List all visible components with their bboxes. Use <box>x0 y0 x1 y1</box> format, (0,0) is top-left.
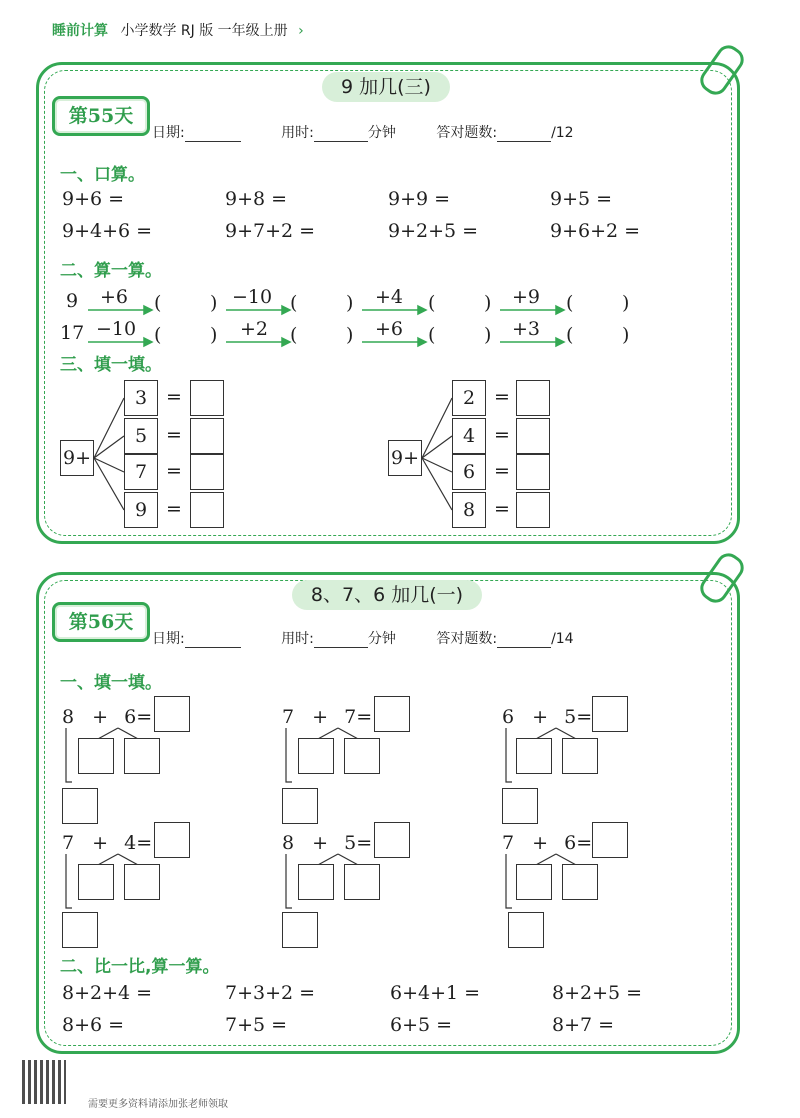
score-label: 答对题数: <box>436 631 498 647</box>
equation: 9+5 = <box>550 188 613 210</box>
answer-paren-open[interactable]: ( <box>566 292 574 314</box>
answer-paren-close: ) <box>346 324 354 346</box>
score-label: 答对题数: <box>436 125 498 141</box>
equals-sign: = <box>356 832 373 854</box>
chain-op: +4 <box>375 286 404 308</box>
answer-paren-open[interactable]: ( <box>154 324 162 346</box>
equation: 9+7+2 = <box>225 220 316 242</box>
addend-b: 7 <box>344 706 357 728</box>
split-box[interactable] <box>516 864 552 900</box>
split-box[interactable] <box>516 738 552 774</box>
split-equation <box>502 706 592 728</box>
tree-addend: 5 <box>124 418 158 454</box>
tree-addend: 3 <box>124 380 158 416</box>
addend-a: 6 <box>502 706 515 728</box>
split-equation <box>62 832 152 854</box>
sum-box[interactable] <box>282 788 318 824</box>
sum-box[interactable] <box>508 912 544 948</box>
day-badge: 第56天 <box>52 602 150 642</box>
split-box[interactable] <box>298 738 334 774</box>
answer-paren-open[interactable]: ( <box>154 292 162 314</box>
answer-paren-close: ) <box>346 292 354 314</box>
answer-paren-close: ) <box>484 292 492 314</box>
plus-sign: + <box>312 706 329 728</box>
answer-paren-open[interactable]: ( <box>290 324 298 346</box>
footer-note: 需要更多资料请添加张老师领取 <box>88 1099 228 1110</box>
equals-sign: = <box>166 460 182 482</box>
equals-sign: = <box>576 706 593 728</box>
section-title: 二、比一比,算一算。 <box>60 957 220 977</box>
tree-addend: 7 <box>124 454 158 490</box>
split-equation <box>282 832 372 854</box>
tree-addend: 6 <box>452 454 486 490</box>
score-total: /12 <box>551 125 574 141</box>
sum-box[interactable] <box>62 912 98 948</box>
plus-sign: + <box>92 706 109 728</box>
equation: 9+2+5 = <box>388 220 479 242</box>
equation: 9+9 = <box>388 188 451 210</box>
split-box[interactable] <box>124 864 160 900</box>
addend-a: 8 <box>62 706 75 728</box>
addend-a: 7 <box>282 706 295 728</box>
sum-box[interactable] <box>62 788 98 824</box>
tree-addend: 9 <box>124 492 158 528</box>
time-label: 用时: <box>281 631 314 647</box>
chain-op: +6 <box>375 318 404 340</box>
addend-b: 6 <box>124 706 137 728</box>
split-box[interactable] <box>298 864 334 900</box>
equation: 7+3+2 = <box>225 982 316 1004</box>
split-box[interactable] <box>78 864 114 900</box>
addend-b: 4 <box>124 832 137 854</box>
equals-sign: = <box>166 498 182 520</box>
answer-paren-close: ) <box>484 324 492 346</box>
chain-op: −10 <box>96 318 137 340</box>
plus-sign: + <box>532 832 549 854</box>
section-title: 一、填一填。 <box>60 673 162 693</box>
book-subtitle: 小学数学 RJ 版 一年级上册 <box>120 23 288 39</box>
plus-sign: + <box>92 832 109 854</box>
time-unit: 分钟 <box>367 125 396 141</box>
addend-b: 5 <box>344 832 357 854</box>
plus-sign: + <box>312 832 329 854</box>
chain-op: +3 <box>512 318 541 340</box>
split-box[interactable] <box>344 864 380 900</box>
equation: 8+7 = <box>552 1014 615 1036</box>
brand-title: 睡前计算 <box>52 23 108 39</box>
equation: 9+6+2 = <box>550 220 641 242</box>
sum-box[interactable] <box>282 912 318 948</box>
section-title: 二、算一算。 <box>60 261 162 281</box>
plus-sign: + <box>532 706 549 728</box>
chain-op: −10 <box>232 286 273 308</box>
equals-sign: = <box>494 386 510 408</box>
addend-a: 8 <box>282 832 295 854</box>
lesson-title: 9 加几(三) <box>322 72 450 102</box>
sum-box[interactable] <box>502 788 538 824</box>
equals-sign: = <box>166 424 182 446</box>
lesson-title: 8、7、6 加几(一) <box>292 580 482 610</box>
equals-sign: = <box>136 706 153 728</box>
chevron-right-icon: › <box>298 23 304 39</box>
split-equation <box>502 832 592 854</box>
equation: 6+4+1 = <box>390 982 481 1004</box>
chain-op: +9 <box>512 286 541 308</box>
split-equation <box>62 706 152 728</box>
split-box[interactable] <box>344 738 380 774</box>
equation: 6+5 = <box>390 1014 453 1036</box>
equals-sign: = <box>136 832 153 854</box>
answer-paren-open[interactable]: ( <box>290 292 298 314</box>
equation: 8+2+4 = <box>62 982 153 1004</box>
answer-paren-close: ) <box>622 324 630 346</box>
day-badge: 第55天 <box>52 96 150 136</box>
equation: 8+6 = <box>62 1014 125 1036</box>
answer-box[interactable] <box>374 696 410 732</box>
answer-box[interactable] <box>374 822 410 858</box>
tree-addend: 4 <box>452 418 486 454</box>
equals-sign: = <box>166 386 182 408</box>
chain-start: 9 <box>66 290 79 312</box>
equals-sign: = <box>494 498 510 520</box>
split-equation <box>282 706 372 728</box>
time-unit: 分钟 <box>367 631 396 647</box>
equals-sign: = <box>576 832 593 854</box>
split-box[interactable] <box>562 864 598 900</box>
score-total: /14 <box>551 631 574 647</box>
answer-paren-open[interactable]: ( <box>566 324 574 346</box>
tree-addend: 8 <box>452 492 486 528</box>
addend-a: 7 <box>62 832 75 854</box>
split-box[interactable] <box>562 738 598 774</box>
answer-box[interactable] <box>592 822 628 858</box>
equation: 8+2+5 = <box>552 982 643 1004</box>
chain-op: +6 <box>100 286 129 308</box>
addend-b: 6 <box>564 832 577 854</box>
answer-box[interactable] <box>592 696 628 732</box>
answer-box[interactable] <box>154 822 190 858</box>
equation: 7+5 = <box>225 1014 288 1036</box>
answer-paren-close: ) <box>210 324 218 346</box>
answer-box[interactable] <box>154 696 190 732</box>
equals-sign: = <box>494 460 510 482</box>
tree-root: 9+ <box>60 440 94 476</box>
answer-paren-close: ) <box>622 292 630 314</box>
equals-sign: = <box>356 706 373 728</box>
addend-b: 5 <box>564 706 577 728</box>
chain-start: 17 <box>60 322 85 344</box>
tree-root: 9+ <box>388 440 422 476</box>
equation: 9+6 = <box>62 188 125 210</box>
split-box[interactable] <box>78 738 114 774</box>
answer-paren-open[interactable]: ( <box>428 292 436 314</box>
time-label: 用时: <box>281 125 314 141</box>
tree-addend: 2 <box>452 380 486 416</box>
answer-paren-open[interactable]: ( <box>428 324 436 346</box>
answer-paren-close: ) <box>210 292 218 314</box>
addend-a: 7 <box>502 832 515 854</box>
equation: 9+4+6 = <box>62 220 153 242</box>
equals-sign: = <box>494 424 510 446</box>
section-title: 三、填一填。 <box>60 355 162 375</box>
section-title: 一、口算。 <box>60 165 145 185</box>
date-label: 日期: <box>152 631 185 647</box>
qr-code-icon <box>22 1060 66 1104</box>
equation: 9+8 = <box>225 188 288 210</box>
date-label: 日期: <box>152 125 185 141</box>
split-box[interactable] <box>124 738 160 774</box>
chain-op: +2 <box>240 318 269 340</box>
